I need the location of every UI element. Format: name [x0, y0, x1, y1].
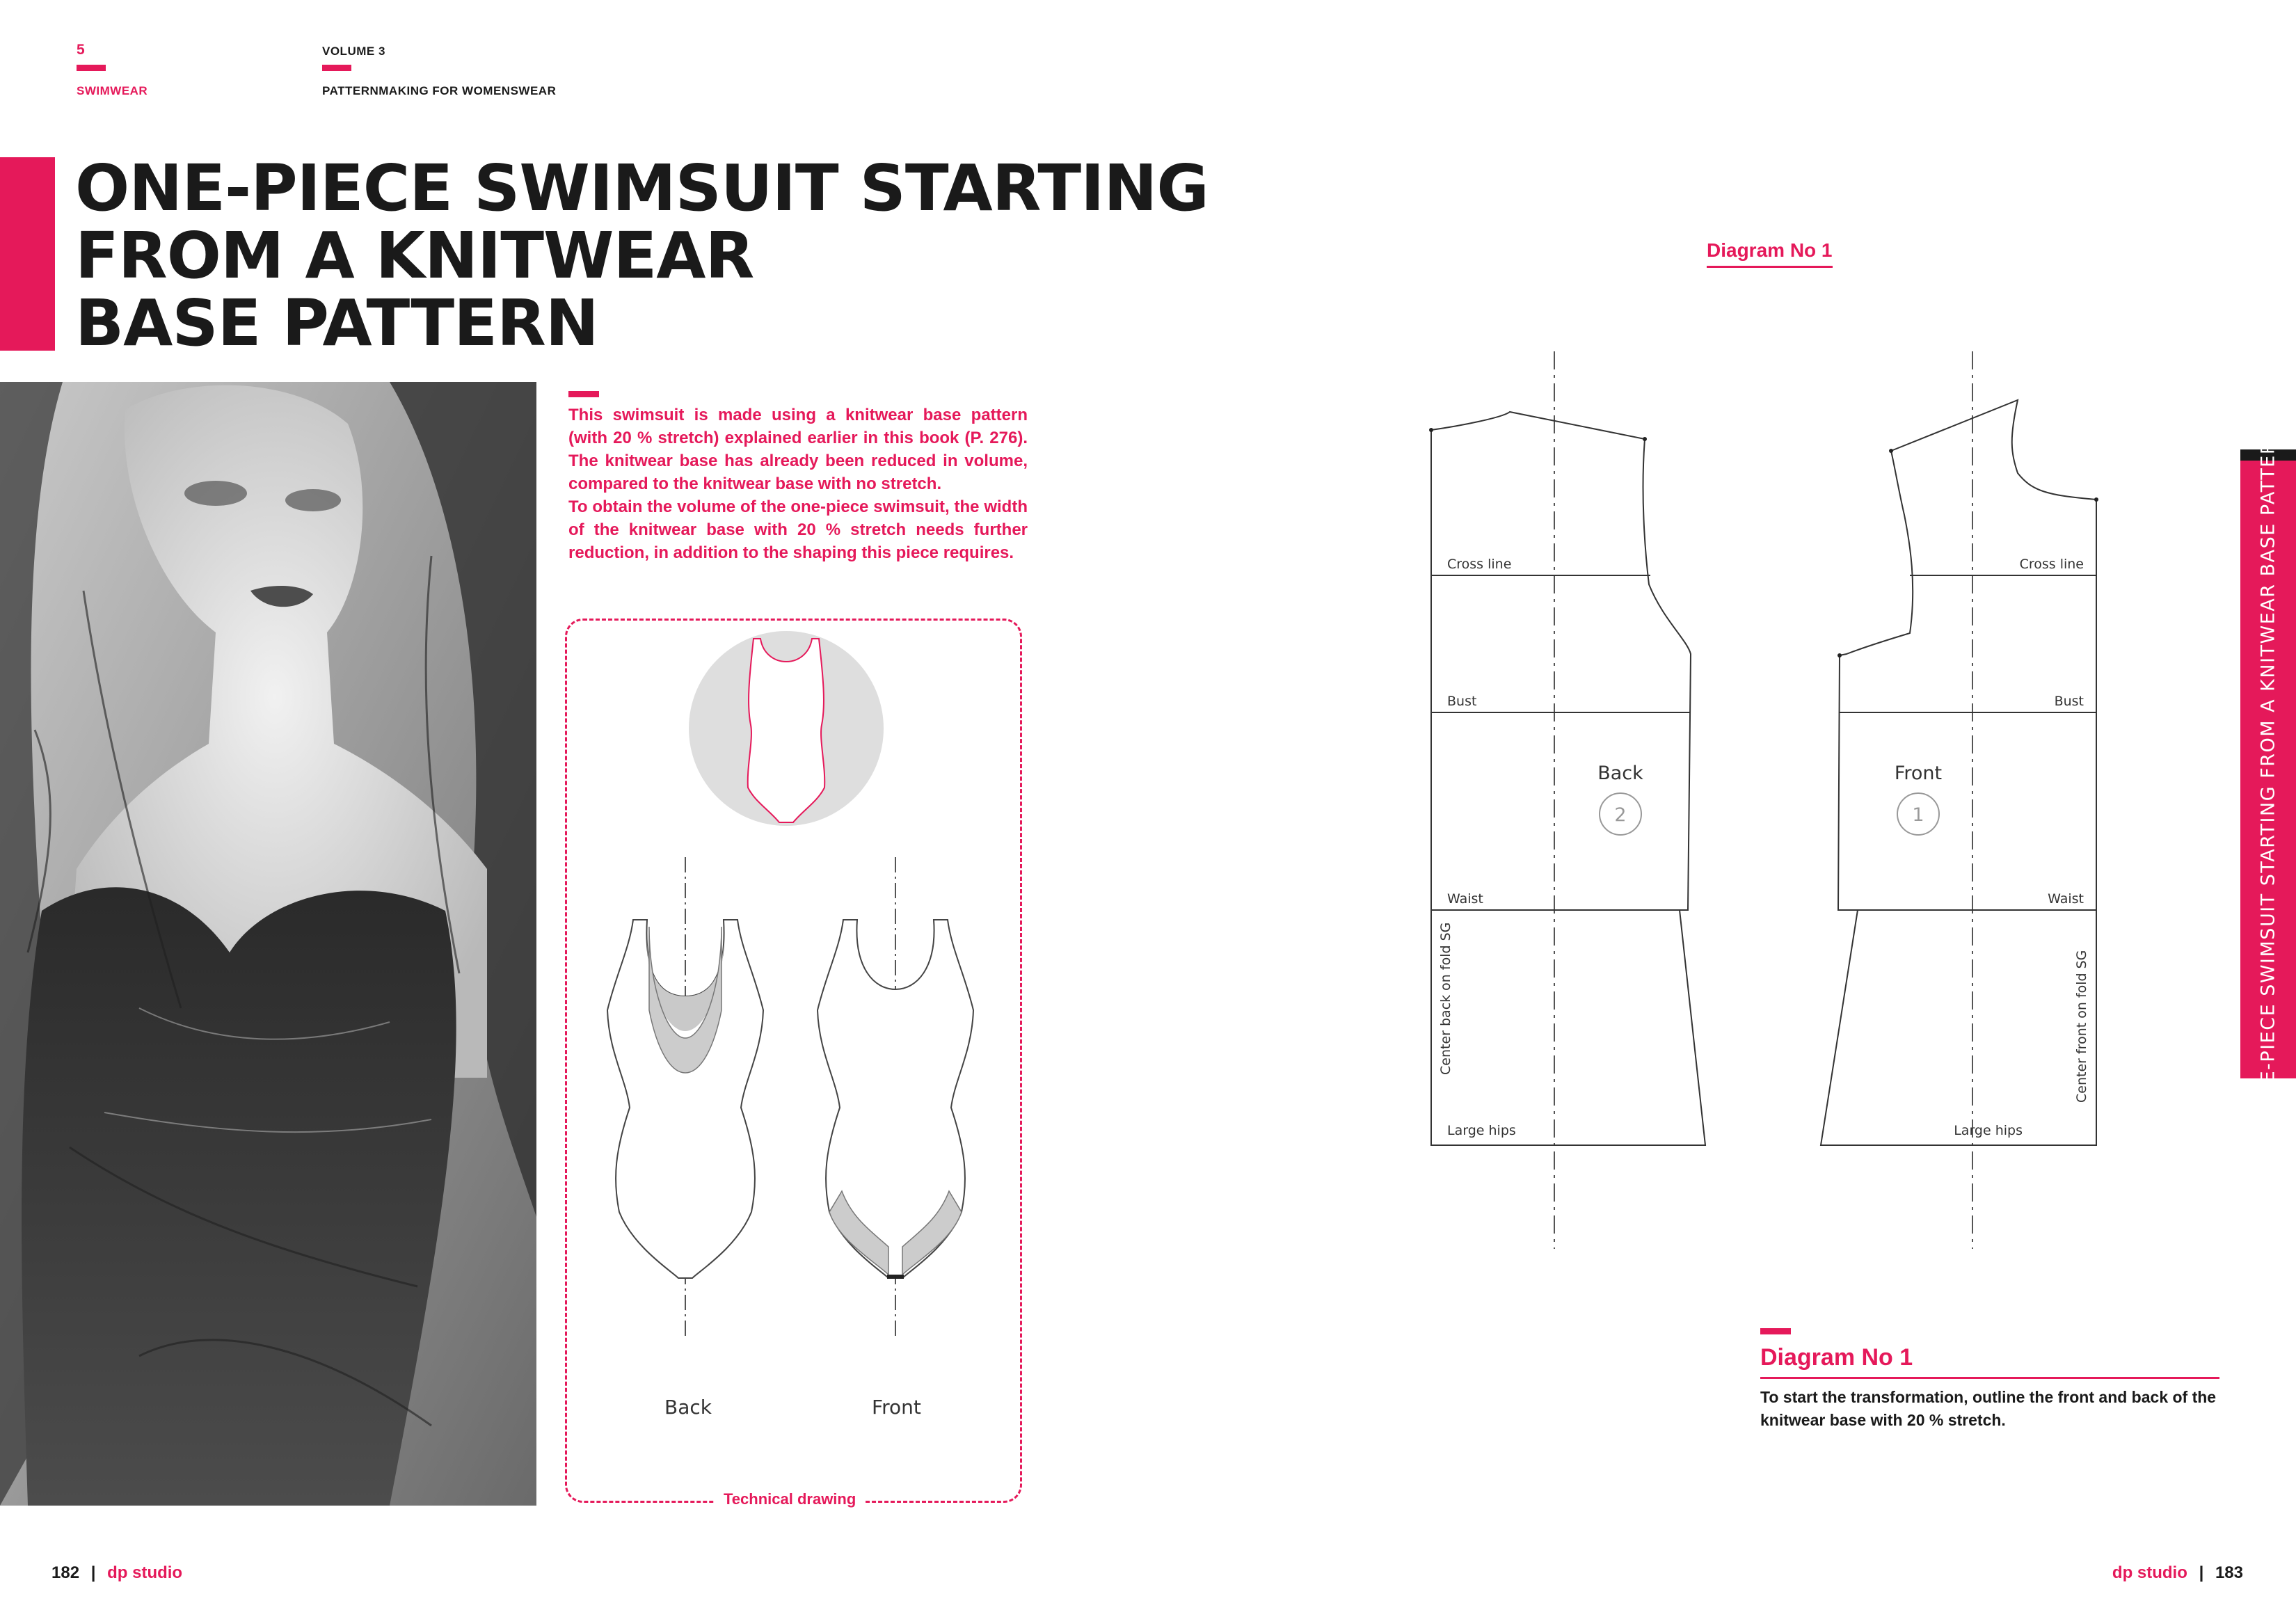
title-line-3: BASE PATTERN	[75, 286, 598, 360]
technical-drawing-caption: Technical drawing	[714, 1490, 866, 1508]
side-tab	[2240, 425, 2296, 1114]
front-waist-label: Waist	[2048, 891, 2084, 907]
chapter-name: SWIMWEAR	[77, 84, 148, 97]
front-bust-label: Bust	[2054, 694, 2084, 709]
tech-back-label: Back	[664, 1396, 712, 1419]
side-tab-text: ONE-PIECE SWIMSUIT STARTING FROM A KNITWEAR BASE PATTERN	[2257, 425, 2279, 1114]
title-line-1: ONE-PIECE SWIMSUIT STARTING	[75, 151, 1209, 225]
footer-right-separator: |	[2199, 1563, 2204, 1582]
diagram-top-label: Diagram No 1	[1707, 239, 1833, 268]
back-large-hips-label: Large hips	[1447, 1123, 1516, 1138]
back-bust-label: Bust	[1447, 694, 1477, 709]
volume-marker	[322, 65, 351, 71]
intro-text	[568, 404, 1028, 564]
volume-label: VOLUME 3	[322, 45, 385, 58]
diagram-note-heading: Diagram No 1	[1760, 1344, 2219, 1379]
front-pattern-piece	[1821, 400, 2096, 1145]
technical-drawing-svg	[567, 621, 1020, 1501]
back-fold-label: Center back on fold SG	[1438, 922, 1453, 1075]
intro-marker	[568, 391, 599, 397]
technical-drawing-box	[565, 619, 1022, 1503]
right-brand: dp studio	[2112, 1563, 2187, 1582]
footer-left-separator: |	[90, 1563, 96, 1582]
back-waist-label: Waist	[1447, 891, 1483, 907]
front-cross-line-label: Cross line	[2019, 557, 2084, 572]
tech-front-label: Front	[872, 1396, 921, 1419]
left-brand: dp studio	[107, 1563, 183, 1582]
front-fold-label: Center front on fold SG	[2074, 950, 2089, 1103]
page-title	[75, 151, 1209, 360]
right-page-number: 183	[2215, 1563, 2243, 1582]
note-marker	[1760, 1328, 1791, 1334]
diagram-note-text: To start the transformation, outline the front and back of the knitwear base with 20 % stretch.	[1760, 1388, 2217, 1429]
intro-paragraph-2: To obtain the volume of the one-piece swimsuit, the width of the knitwear base with 20 % stretch needs further reduction, in addition to the shaping this piece requires.	[568, 497, 1028, 562]
swimsuit-thumbnail	[748, 639, 825, 822]
front-large-hips-label: Large hips	[1954, 1123, 2023, 1138]
back-piece-number: 2	[1614, 804, 1627, 826]
back-piece-name: Back	[1597, 763, 1643, 784]
front-piece-number: 1	[1912, 804, 1924, 826]
pattern-diagram	[1419, 341, 2143, 1252]
fashion-illustration	[0, 382, 536, 1506]
chapter-number: 5	[77, 42, 85, 58]
footer-left	[51, 1563, 182, 1583]
left-page-number: 182	[51, 1563, 80, 1582]
title-accent-bar	[0, 157, 55, 351]
chapter-marker	[77, 65, 106, 71]
book-title: PATTERNMAKING FOR WOMENSWEAR	[322, 84, 557, 97]
title-line-2: FROM A KNITWEAR	[75, 218, 754, 293]
diagram-note	[1760, 1344, 2219, 1432]
back-cross-line-label: Cross line	[1447, 557, 1512, 572]
footer-right	[2112, 1563, 2243, 1583]
back-pattern-piece	[1431, 412, 1705, 1145]
intro-paragraph-1: This swimsuit is made using a knitwear base pattern (with 20 % stretch) explained earlier in this book (P. 276). The knitwear base has already been reduced in volume, compared to the knitwear base with no stretch.	[568, 406, 1028, 493]
front-piece-name: Front	[1894, 763, 1943, 784]
